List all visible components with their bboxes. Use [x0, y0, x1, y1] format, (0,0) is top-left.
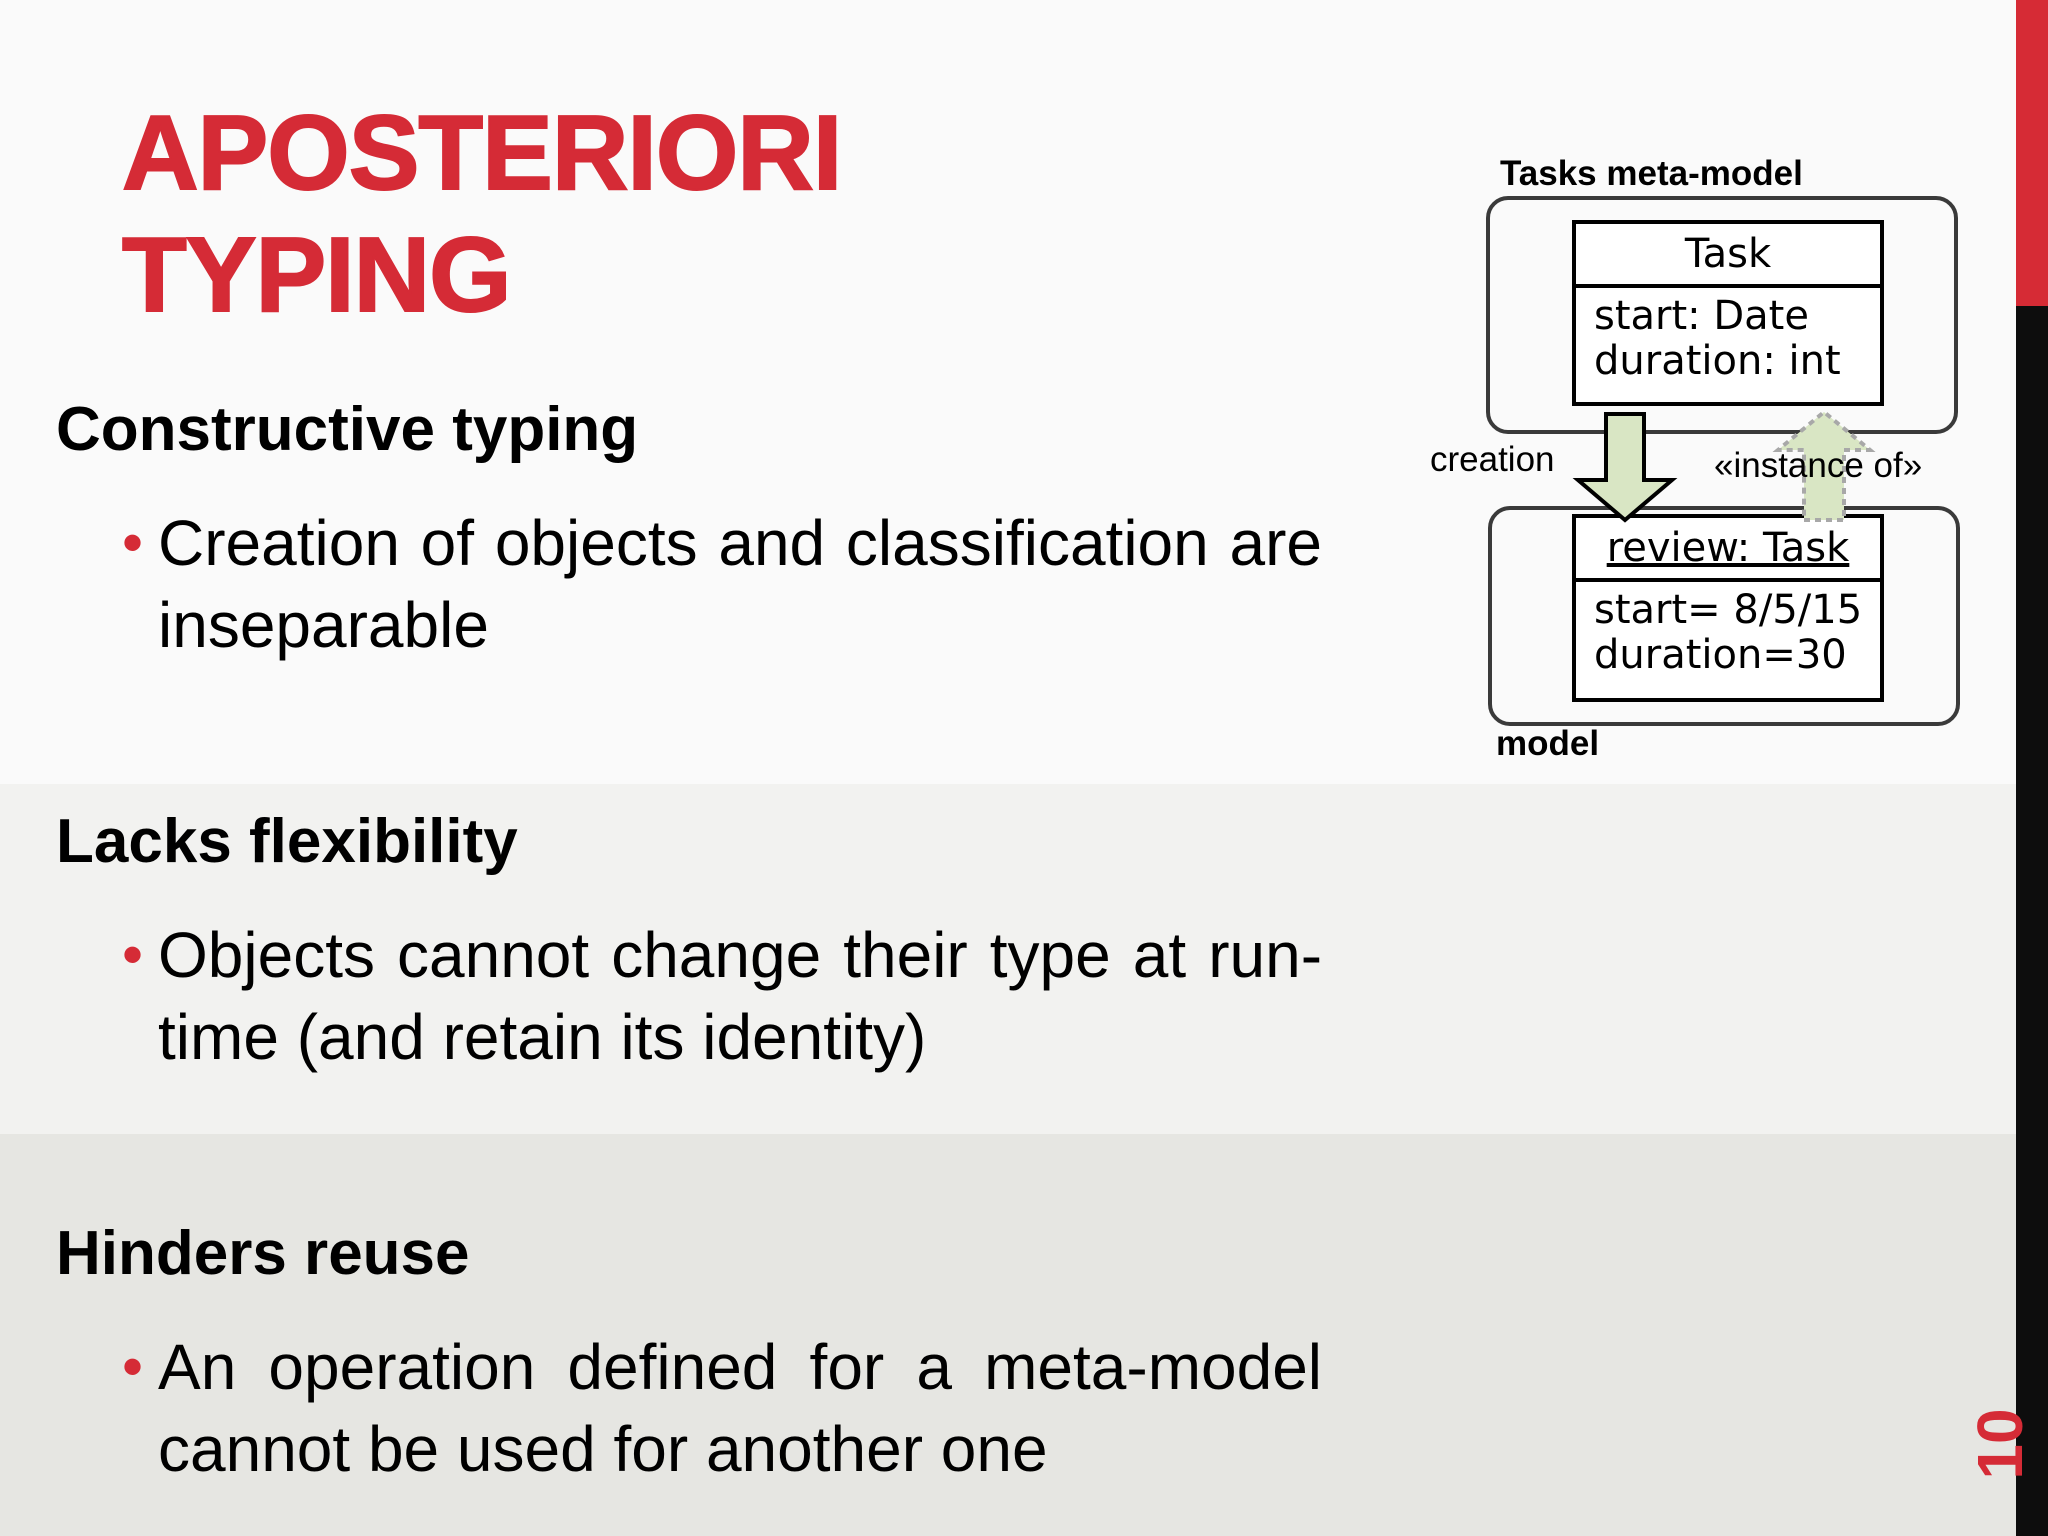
bullet-text: Creation of objects and classification are inseparable	[158, 507, 1322, 661]
bullet-dot-icon: •	[122, 1333, 144, 1400]
bullet-text: An operation defined for a meta-model cannot be used for another one	[158, 1331, 1322, 1485]
slide-title-line-1: APOSTERIORI	[122, 94, 842, 212]
task-class-name: Task	[1576, 224, 1880, 288]
bullet-dot-icon: •	[122, 509, 144, 576]
page-number: 10	[1964, 1408, 2036, 1480]
bullet-text: Objects cannot change their type at run-time (and retain its identity)	[158, 919, 1322, 1073]
bullet-item	[122, 914, 1322, 1078]
section-lacks-flexibility	[56, 806, 1376, 1078]
task-attr-duration: duration: int	[1594, 338, 1841, 384]
section-heading: Hinders reuse	[56, 1219, 470, 1288]
task-attr-start: start: Date	[1594, 293, 1809, 339]
section-heading: Lacks flexibility	[56, 807, 518, 876]
review-object-name-text: review: Task	[1606, 525, 1850, 571]
creation-label: creation	[1430, 440, 1555, 479]
accent-edge-black	[2016, 306, 2048, 1536]
slide-title-line-2: TYPING	[122, 216, 511, 334]
accent-edge-red	[2016, 0, 2048, 306]
creation-arrow-icon	[1578, 414, 1672, 520]
section-heading: Constructive typing	[56, 395, 639, 464]
section-constructive-typing	[56, 394, 1376, 666]
bullet-item	[122, 1326, 1322, 1490]
bullet-dot-icon: •	[122, 921, 144, 988]
slide-title	[122, 92, 841, 336]
metamodel-diagram	[1420, 150, 1990, 770]
metamodel-label: Tasks meta-model	[1500, 154, 1803, 193]
section-hinders-reuse	[56, 1218, 1376, 1490]
review-attr-start: start= 8/5/15	[1594, 587, 1863, 633]
review-attr-duration: duration=30	[1594, 632, 1847, 678]
model-label: model	[1496, 724, 1600, 763]
bullet-item	[122, 502, 1322, 666]
instance-of-label: «instance of»	[1714, 446, 1923, 485]
